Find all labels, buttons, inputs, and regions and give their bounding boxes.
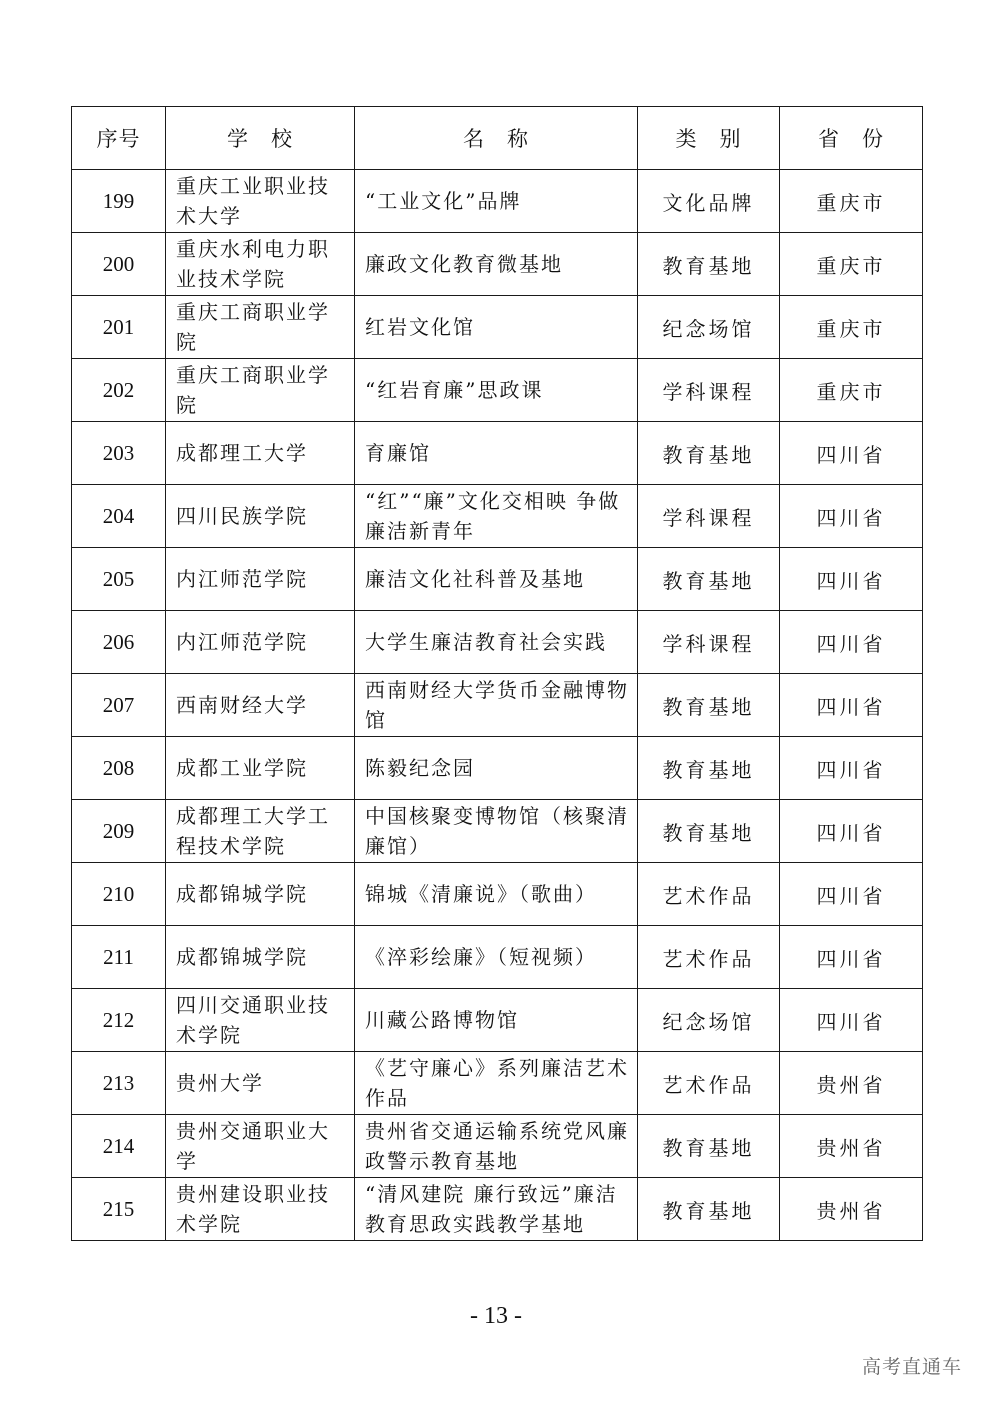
header-province: 省 份 [780, 107, 923, 170]
table-row [72, 359, 923, 422]
cell-type: 教育基地 [638, 422, 780, 485]
cell-school: 重庆工商职业学院 [166, 359, 355, 422]
cell-num: 204 [72, 485, 166, 548]
cell-type: 艺术作品 [638, 926, 780, 989]
table-row [72, 674, 923, 737]
cell-name: “红岩育廉”思政课 [355, 359, 638, 422]
cell-name: 廉洁文化社科普及基地 [355, 548, 638, 611]
table-row [72, 989, 923, 1052]
cell-type: 教育基地 [638, 548, 780, 611]
cell-province: 四川省 [780, 485, 923, 548]
cell-num: 214 [72, 1115, 166, 1178]
header-type: 类 别 [638, 107, 780, 170]
cell-num: 211 [72, 926, 166, 989]
cell-province: 贵州省 [780, 1052, 923, 1115]
cell-num: 210 [72, 863, 166, 926]
cell-type: 教育基地 [638, 233, 780, 296]
cell-school: 成都理工大学 [166, 422, 355, 485]
table-row [72, 926, 923, 989]
cell-num: 208 [72, 737, 166, 800]
table-row [72, 737, 923, 800]
cell-type: 教育基地 [638, 674, 780, 737]
cell-name: 锦城《清廉说》（歌曲） [355, 863, 638, 926]
cell-province: 重庆市 [780, 170, 923, 233]
cell-school: 内江师范学院 [166, 611, 355, 674]
cell-province: 贵州省 [780, 1115, 923, 1178]
table-row [72, 611, 923, 674]
cell-name: 西南财经大学货币金融博物馆 [355, 674, 638, 737]
table-row [72, 485, 923, 548]
cell-type: 纪念场馆 [638, 296, 780, 359]
cell-school: 四川交通职业技术学院 [166, 989, 355, 1052]
cell-school: 成都锦城学院 [166, 863, 355, 926]
cell-school: 重庆水利电力职业技术学院 [166, 233, 355, 296]
cell-num: 203 [72, 422, 166, 485]
cell-type: 教育基地 [638, 737, 780, 800]
cell-name: 育廉馆 [355, 422, 638, 485]
cell-school: 成都锦城学院 [166, 926, 355, 989]
cell-type: 纪念场馆 [638, 989, 780, 1052]
cell-school: 贵州大学 [166, 1052, 355, 1115]
cell-name: 大学生廉洁教育社会实践 [355, 611, 638, 674]
cell-type: 学科课程 [638, 359, 780, 422]
cell-name: 中国核聚变博物馆（核聚清廉馆） [355, 800, 638, 863]
table-row [72, 170, 923, 233]
cell-school: 贵州建设职业技术学院 [166, 1178, 355, 1241]
header-row [72, 107, 923, 170]
cell-name: 《淬彩绘廉》（短视频） [355, 926, 638, 989]
cell-province: 四川省 [780, 611, 923, 674]
cell-school: 贵州交通职业大学 [166, 1115, 355, 1178]
cell-type: 艺术作品 [638, 863, 780, 926]
table-row [72, 422, 923, 485]
header-name: 名 称 [355, 107, 638, 170]
cell-num: 206 [72, 611, 166, 674]
cell-province: 重庆市 [780, 359, 923, 422]
cell-num: 212 [72, 989, 166, 1052]
awards-table [71, 106, 923, 1241]
cell-school: 成都理工大学工程技术学院 [166, 800, 355, 863]
table-header [72, 107, 923, 170]
cell-province: 贵州省 [780, 1178, 923, 1241]
cell-school: 内江师范学院 [166, 548, 355, 611]
cell-school: 西南财经大学 [166, 674, 355, 737]
table-row [72, 1052, 923, 1115]
cell-type: 艺术作品 [638, 1052, 780, 1115]
cell-num: 215 [72, 1178, 166, 1241]
cell-province: 四川省 [780, 800, 923, 863]
cell-name: “工业文化”品牌 [355, 170, 638, 233]
cell-province: 四川省 [780, 989, 923, 1052]
cell-num: 202 [72, 359, 166, 422]
cell-type: 教育基地 [638, 800, 780, 863]
cell-name: 陈毅纪念园 [355, 737, 638, 800]
table-row [72, 548, 923, 611]
cell-school: 重庆工业职业技术大学 [166, 170, 355, 233]
cell-name: “红”“廉”文化交相映 争做廉洁新青年 [355, 485, 638, 548]
table-body [72, 170, 923, 1241]
cell-name: 红岩文化馆 [355, 296, 638, 359]
cell-school: 成都工业学院 [166, 737, 355, 800]
cell-num: 199 [72, 170, 166, 233]
cell-type: 文化品牌 [638, 170, 780, 233]
cell-type: 学科课程 [638, 485, 780, 548]
cell-province: 四川省 [780, 422, 923, 485]
cell-num: 205 [72, 548, 166, 611]
table-row [72, 800, 923, 863]
cell-name: “清风建院 廉行致远”廉洁教育思政实践教学基地 [355, 1178, 638, 1241]
cell-province: 四川省 [780, 926, 923, 989]
cell-province: 四川省 [780, 548, 923, 611]
cell-school: 重庆工商职业学院 [166, 296, 355, 359]
table-row [72, 233, 923, 296]
header-school: 学 校 [166, 107, 355, 170]
cell-school: 四川民族学院 [166, 485, 355, 548]
table-row [72, 863, 923, 926]
table-row [72, 1115, 923, 1178]
header-num: 序号 [72, 107, 166, 170]
cell-province: 重庆市 [780, 233, 923, 296]
cell-name: 贵州省交通运输系统党风廉政警示教育基地 [355, 1115, 638, 1178]
cell-province: 四川省 [780, 674, 923, 737]
cell-name: 《艺守廉心》系列廉洁艺术作品 [355, 1052, 638, 1115]
cell-num: 200 [72, 233, 166, 296]
cell-num: 213 [72, 1052, 166, 1115]
page-number: - 13 - [470, 1303, 522, 1329]
table-row [72, 296, 923, 359]
cell-num: 201 [72, 296, 166, 359]
cell-type: 学科课程 [638, 611, 780, 674]
cell-num: 207 [72, 674, 166, 737]
cell-type: 教育基地 [638, 1115, 780, 1178]
watermark: 高考直通车 [861, 1356, 962, 1378]
cell-num: 209 [72, 800, 166, 863]
cell-province: 四川省 [780, 863, 923, 926]
cell-type: 教育基地 [638, 1178, 780, 1241]
cell-name: 川藏公路博物馆 [355, 989, 638, 1052]
table-row [72, 1178, 923, 1241]
cell-province: 四川省 [780, 737, 923, 800]
cell-name: 廉政文化教育微基地 [355, 233, 638, 296]
cell-province: 重庆市 [780, 296, 923, 359]
